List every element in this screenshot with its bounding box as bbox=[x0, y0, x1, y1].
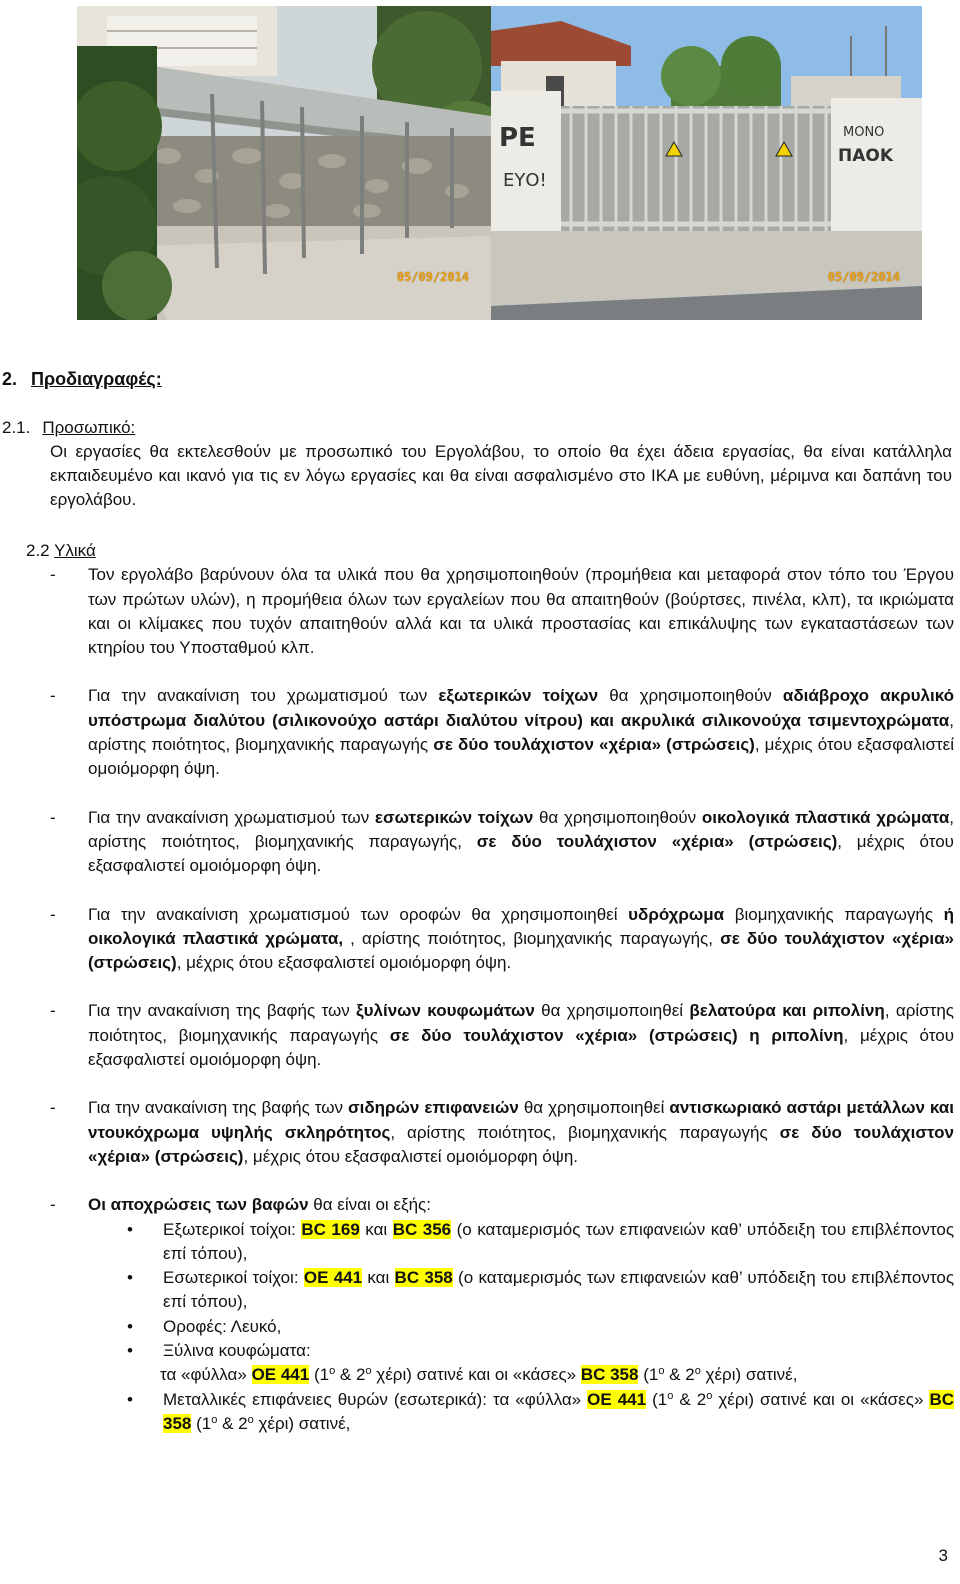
item-text: χέρι) σατινέ και οι «κάσες» bbox=[371, 1365, 581, 1385]
section-2-1-text: Οι εργασίες θα εκτελεσθούν με προσωπικό του Εργολάβου, το οποίο θα έχει άδεια εργασίας, θα είναι κατάλληλα εκπαιδευμένο και ικανό για τις εν λόγω εργασίες και θα είναι ασφαλισμένο στο ΙΚΑ με ευθύνη, μέριμνα και δαπάνη του εργολάβου. bbox=[50, 442, 952, 509]
bullet: • bbox=[127, 1316, 133, 1336]
section-2-2 bbox=[2, 539, 954, 1436]
list-item bbox=[50, 684, 955, 781]
item-text: (1 bbox=[191, 1413, 212, 1433]
list-dash: - bbox=[50, 904, 56, 924]
superscript: ο bbox=[667, 1389, 674, 1402]
item-bold: βελατούρα και ριπολίνη bbox=[689, 1001, 885, 1021]
item-bold: σε δύο τουλάχιστον «χέρια» (στρώσεις) bbox=[476, 831, 838, 851]
bullet: • bbox=[127, 1219, 133, 1239]
section-2-1 bbox=[2, 416, 952, 512]
list-dash: - bbox=[50, 807, 56, 827]
item-bold: Οι αποχρώσεις των βαφών bbox=[88, 1195, 309, 1215]
item-text: , μέχρις ότου εξασφαλιστεί ομοιόμορφη όψη. bbox=[88, 831, 954, 876]
item-text: (1 bbox=[646, 1389, 668, 1409]
item-text: βιομηχανικής παραγωγής bbox=[724, 904, 944, 924]
color-list-item-interior bbox=[127, 1266, 955, 1315]
item-bold: σε δύο τουλάχιστον «χέρια» (στρώσεις) η ριπολίνη bbox=[389, 1025, 844, 1045]
svg-text:ΕΥΟ!: ΕΥΟ! bbox=[503, 170, 547, 191]
wood-detail-line bbox=[160, 1363, 954, 1387]
item-text: Μεταλλικές επιφάνειες θυρών (εσωτερικά): τα «φύλλα» bbox=[163, 1389, 588, 1409]
item-text: Για την ανακαίνιση του χρωματισμού των bbox=[88, 686, 439, 706]
section-heading bbox=[2, 369, 162, 390]
item-bold: αδιάβροχο ακρυλικό υπόστρωμα διαλύτου (σιλικονούχο αστάρι διαλύτου νίτρου) και ακρυλικά σιλικονούχα τσιμεντοχρώματα bbox=[88, 686, 954, 730]
list-dash: - bbox=[50, 686, 56, 706]
item-bold: εσωτερικών τοίχων bbox=[374, 807, 534, 827]
photo-date-stamp: 05/09/2014 bbox=[396, 270, 469, 284]
item-text: (ο καταμερισμός των επιφανειών καθ’ υπόδειξη του επιβλέποντος επί τόπου), bbox=[163, 1219, 955, 1263]
item-text: θα χρησιμοποιηθεί bbox=[534, 1001, 690, 1021]
item-text: , αρίστης ποιότητος, βιομηχανικής παραγωγής bbox=[390, 1122, 780, 1142]
section-title: Προδιαγραφές: bbox=[31, 369, 162, 389]
color-list-item-ceilings bbox=[127, 1315, 954, 1339]
item-text: (1 bbox=[309, 1365, 330, 1385]
section-2-1-number: 2.1. bbox=[2, 418, 31, 437]
list-dash: - bbox=[50, 1001, 56, 1021]
item-bold: σε δύο τουλάχιστον «χέρια» (στρώσεις) bbox=[433, 735, 755, 755]
color-list-item-metal bbox=[127, 1388, 954, 1437]
item-text: χέρι) σατινέ, bbox=[700, 1365, 798, 1385]
list-dash: - bbox=[50, 1098, 56, 1118]
section-2-2-number: 2.2 bbox=[26, 541, 50, 560]
item-text: θα χρησιμοποιηθούν bbox=[598, 686, 783, 706]
color-code-highlight: ΟΕ 441 bbox=[303, 1268, 363, 1288]
item-text: , μέχρις ότου εξασφαλιστεί ομοιόμορφη όψη. bbox=[176, 953, 512, 973]
item-text: χέρι) σατινέ και οι «κάσες» bbox=[712, 1389, 930, 1409]
item-text: Για την ανακαίνιση χρωματισμού των bbox=[88, 807, 375, 827]
color-code-highlight: BC 356 bbox=[392, 1219, 452, 1239]
item-text: , αρίστης ποιότητος, βιομηχανικής παραγωγής, bbox=[343, 928, 721, 948]
item-bold: σιδηρών επιφανειών bbox=[347, 1098, 519, 1118]
list-item bbox=[50, 999, 955, 1072]
item-bold: σε δύο τουλάχιστον «χέρια» (στρώσεις) bbox=[88, 928, 955, 973]
item-text: & 2 bbox=[217, 1413, 248, 1433]
color-code-highlight: ΟΕ 441 bbox=[587, 1389, 647, 1409]
color-code-highlight: BC 358 bbox=[580, 1365, 639, 1385]
item-text: και bbox=[362, 1268, 395, 1288]
list-item bbox=[50, 1096, 954, 1169]
item-text: & 2 bbox=[664, 1365, 695, 1385]
item-text: & 2 bbox=[335, 1365, 366, 1385]
graffiti-text-1: ΜΟΝΟ bbox=[843, 125, 885, 140]
item-text: , αρίστης ποιότητος, βιομηχανικής παραγωγής, bbox=[88, 807, 955, 851]
section-2-2-label: Υλικά bbox=[54, 541, 96, 560]
photo-carport bbox=[77, 6, 491, 320]
list-item bbox=[50, 903, 955, 976]
bullet: • bbox=[127, 1389, 133, 1409]
section-2-1-header bbox=[2, 416, 952, 440]
color-code-highlight: BC 169 bbox=[301, 1219, 360, 1239]
color-list-item-wood bbox=[127, 1339, 954, 1388]
item-text: Εσωτερικοί τοίχοι: bbox=[163, 1268, 304, 1288]
superscript: ο bbox=[247, 1413, 254, 1426]
superscript: ο bbox=[211, 1413, 218, 1426]
item-text: (1 bbox=[638, 1365, 659, 1385]
list-dash: - bbox=[50, 565, 56, 585]
color-code-highlight: BC 358 bbox=[163, 1389, 954, 1433]
item-text: Για την ανακαίνιση χρωματισμού των οροφών θα χρησιμοποιηθεί bbox=[88, 904, 629, 924]
item-bold: αντισκωριακό αστάρι μετάλλων και ντουκόχρωμα υψηλής σκληρότητος bbox=[88, 1098, 954, 1142]
item-text: & 2 bbox=[673, 1389, 707, 1409]
item-bold: εξωτερικών τοίχων bbox=[438, 686, 599, 706]
color-code-highlight: BC 358 bbox=[394, 1268, 453, 1288]
item-text: , αρίστης ποιότητος, βιομηχανικής παραγωγής bbox=[88, 710, 954, 755]
item-text: τα «φύλλα» bbox=[160, 1365, 252, 1385]
color-list bbox=[88, 1218, 954, 1437]
item-text: χέρι) σατινέ, bbox=[253, 1413, 351, 1433]
item-bold: οικολογικά πλαστικά χρώματα bbox=[701, 807, 950, 827]
item-text: Ξύλινα κουφώματα: bbox=[163, 1341, 311, 1361]
superscript: ο bbox=[329, 1365, 336, 1378]
item-text: Οροφές: Λευκό, bbox=[163, 1316, 282, 1336]
item-text: Τον εργολάβο βαρύνουν όλα τα υλικά που θα χρησιμοποιηθούν (προμήθεια και μεταφορά στον τόπο του Έργου των πρώτων υλών), η προμήθεια όλων των εργαλείων που θα απαιτηθούν (βούρτσες, πινέλα, κλπ), τα ικριώματα και οι κλίμακες που τυχόν απαιτηθούν αλλά και τα υλικά προστασίας και επικάλυψης των εγκαταστάσεων των κτηρίου του Υποσταθμού κλπ. bbox=[88, 565, 954, 658]
item-text: Εξωτερικοί τοίχοι: bbox=[163, 1219, 302, 1239]
item-bold: ή οικολογικά πλαστικά χρώματα, bbox=[88, 904, 954, 948]
photo-gate bbox=[491, 6, 922, 320]
photo-strip bbox=[77, 6, 922, 320]
item-text: , αρίστης ποιότητος, βιομηχανικής παραγωγής bbox=[88, 1001, 954, 1045]
superscript: ο bbox=[365, 1365, 372, 1378]
item-text: Για την ανακαίνιση της βαφής των bbox=[88, 1098, 348, 1118]
page-number: 3 bbox=[938, 1546, 948, 1565]
section-2-2-header bbox=[26, 539, 954, 563]
svg-text:PE: PE bbox=[499, 123, 536, 153]
item-text: (ο καταμερισμός των επιφανειών καθ’ υπόδειξη του επιβλέποντος επί τόπου), bbox=[163, 1268, 955, 1312]
item-text: και bbox=[359, 1219, 393, 1239]
item-text: , μέχρις ότου εξασφαλιστεί ομοιόμορφη όψη. bbox=[88, 1025, 955, 1070]
color-list-item-exterior bbox=[127, 1218, 955, 1267]
item-bold: υδρόχρωμα bbox=[628, 904, 725, 924]
item-text: θα χρησιμοποιηθούν bbox=[533, 807, 702, 827]
bullet: • bbox=[127, 1268, 133, 1288]
item-bold: σε δύο τουλάχιστον «χέρια» (στρώσεις) bbox=[88, 1122, 954, 1166]
list-item bbox=[50, 806, 955, 879]
list-dash: - bbox=[50, 1195, 56, 1215]
photo-date-stamp: 05/09/2014 bbox=[827, 270, 900, 284]
bullet: • bbox=[127, 1341, 133, 1361]
item-text: , μέχρις ότου εξασφαλιστεί ομοιόμορφη όψη. bbox=[243, 1146, 579, 1166]
list-item-colors bbox=[50, 1193, 955, 1436]
item-text: , μέχρις ότου εξασφαλιστεί ομοιόμορφη όψη. bbox=[88, 735, 955, 779]
superscript: ο bbox=[694, 1365, 701, 1378]
item-text: θα είναι οι εξής: bbox=[308, 1195, 431, 1215]
item-bold: ξυλίνων κουφωμάτων bbox=[356, 1001, 535, 1021]
list-item bbox=[50, 563, 954, 660]
item-text: Για την ανακαίνιση της βαφής των bbox=[88, 1001, 357, 1021]
section-2-1-label: Προσωπικό: bbox=[42, 418, 136, 437]
item-text: θα χρησιμοποιηθεί bbox=[518, 1098, 670, 1118]
superscript: ο bbox=[706, 1389, 713, 1402]
section-number: 2. bbox=[2, 369, 18, 389]
superscript: ο bbox=[658, 1365, 665, 1378]
color-code-highlight: ΟΕ 441 bbox=[251, 1365, 310, 1385]
graffiti-text-2: ΠΑΟΚ bbox=[838, 146, 894, 166]
